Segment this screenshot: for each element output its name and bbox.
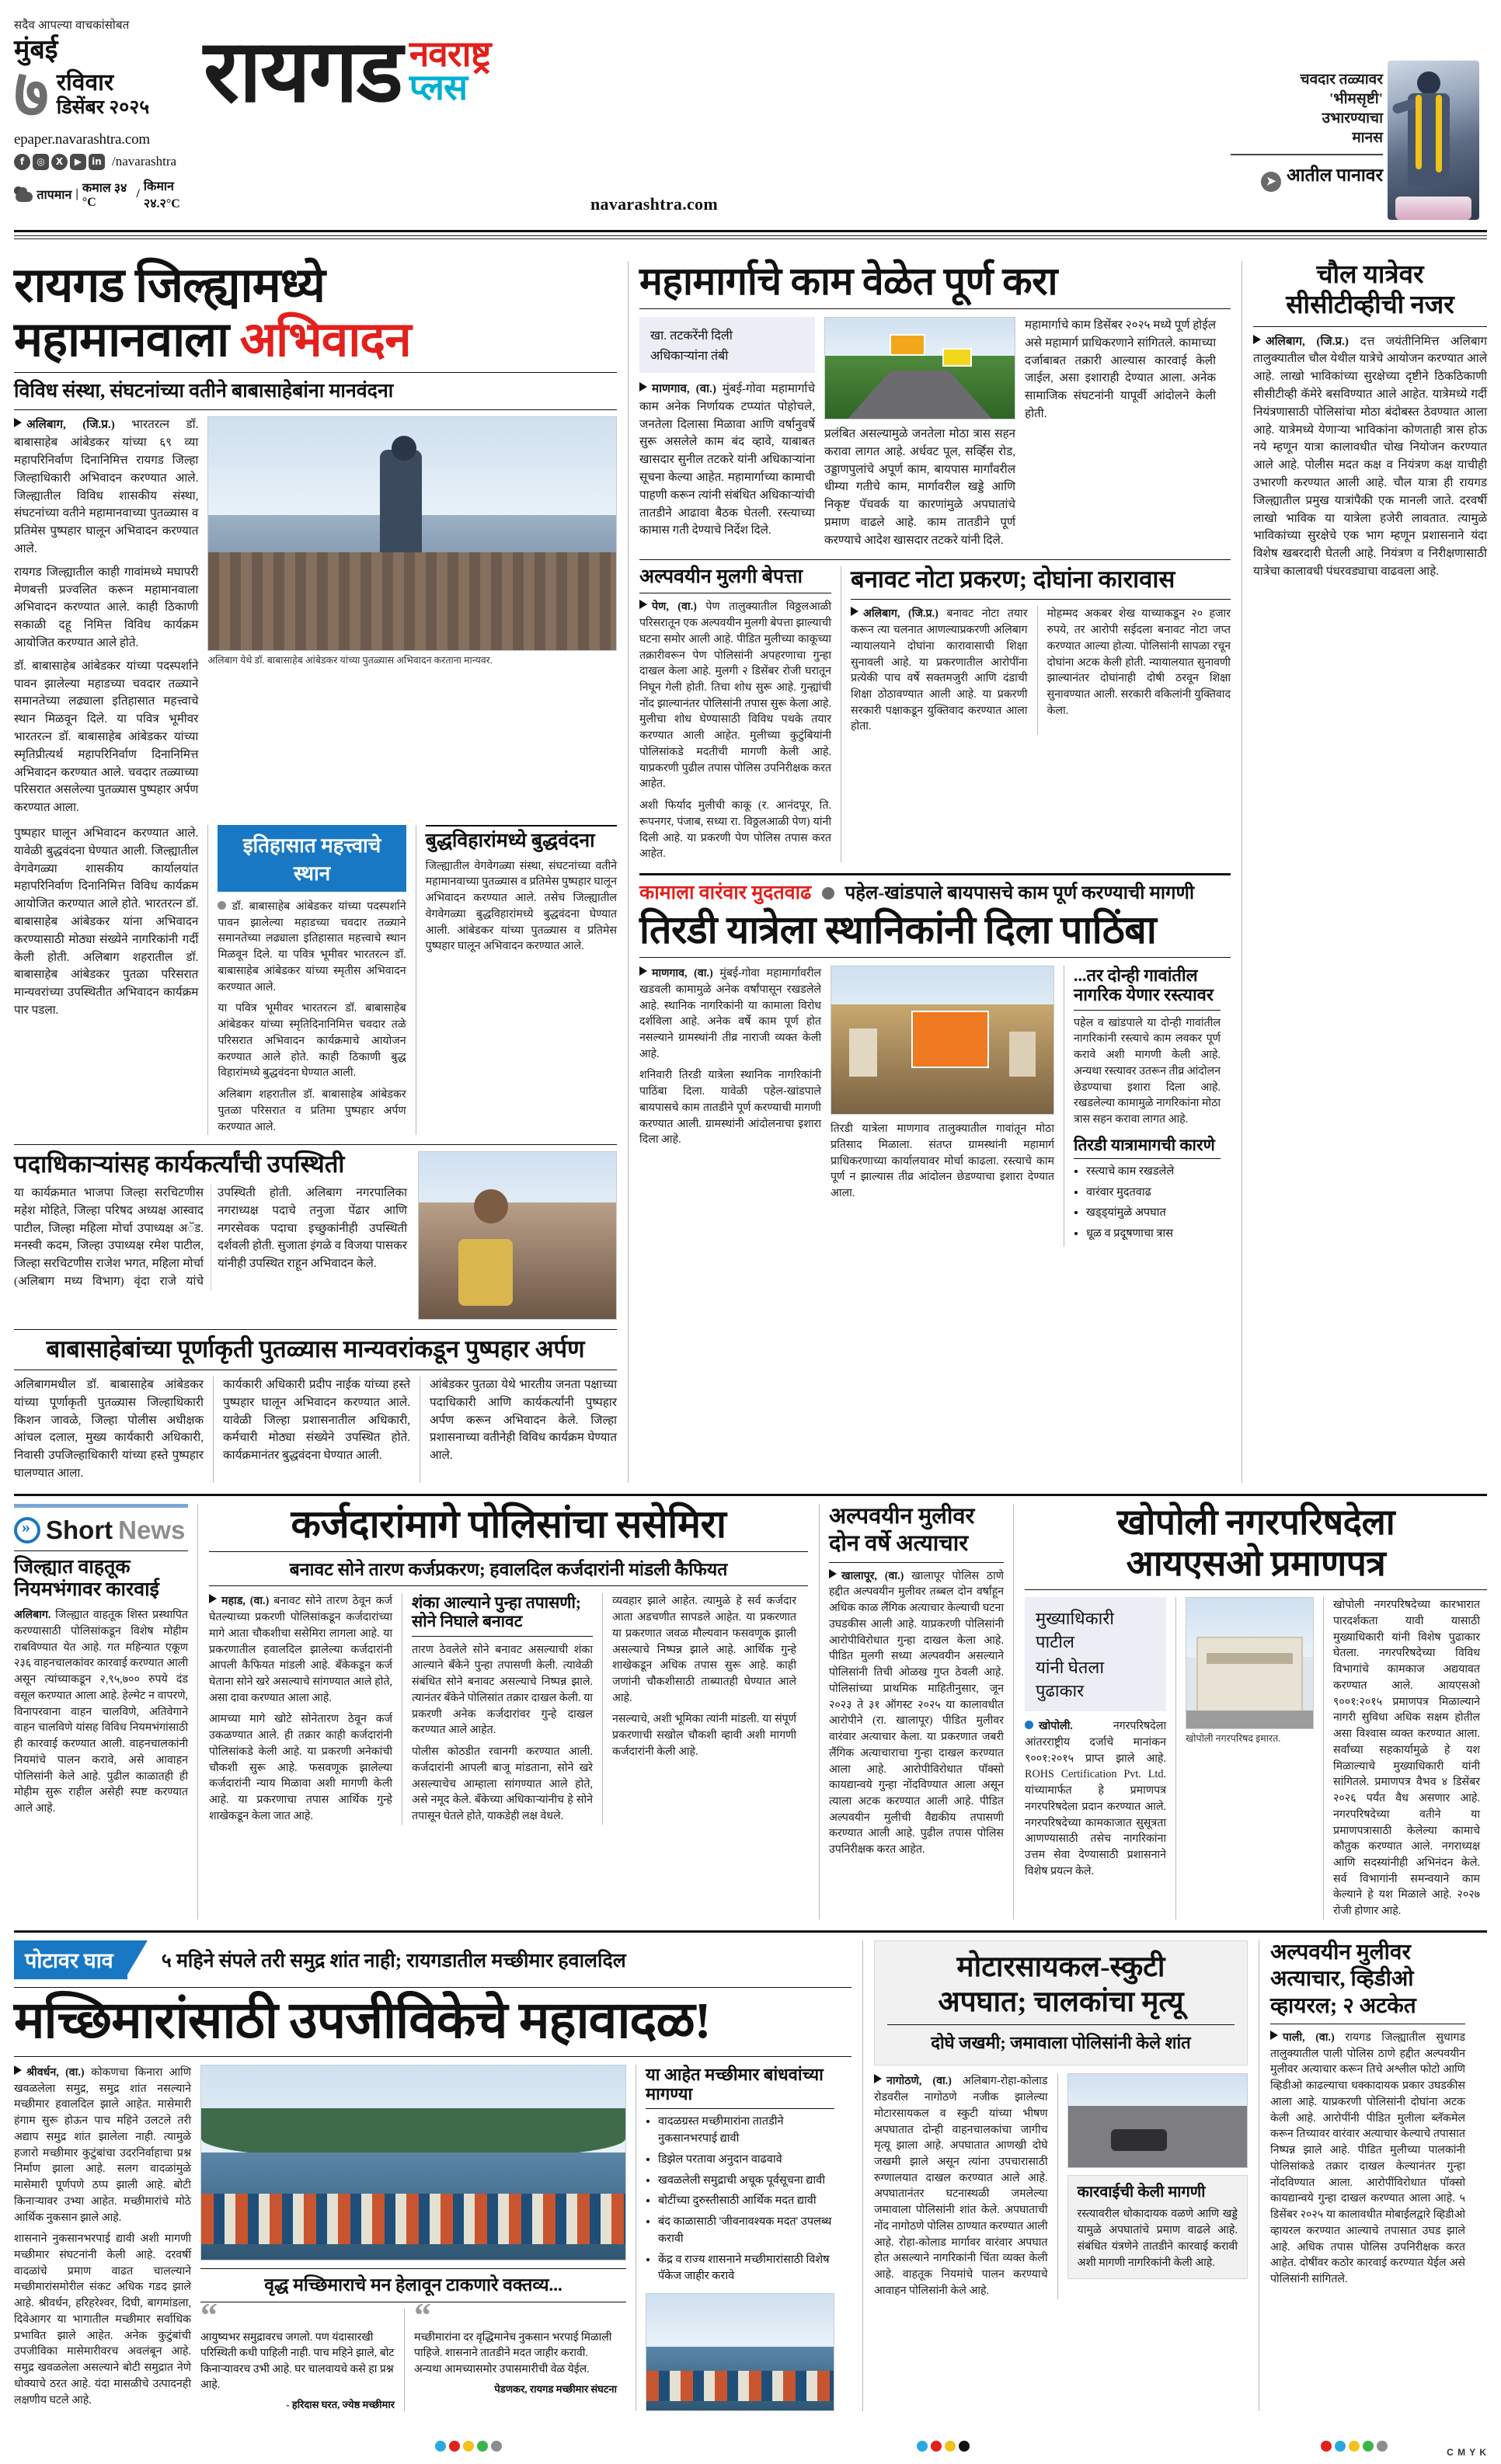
lead-rule-4 <box>14 1329 617 1330</box>
lead-text-col1 <box>14 416 207 817</box>
list-item: • वादळग्रस्त मच्छीमारांना तातडीने नुकसानभरपाई द्यावी <box>658 2114 834 2148</box>
weather-min: किमान २४.२°C <box>143 179 180 211</box>
weather-divider: | <box>75 186 78 200</box>
fisher-col-2: शासनाने नुकसानभरपाई द्यावी अशी मागणी मच्छीमार संघटनांनी केली आहे. दरवर्षी वादळांचे प्रमाण वाढत चालल्याने मच्छीमारांसमोरील संकट अधिक गडद झाले आहे. श्रीवर्धन, हरिहरेश्वर, दिघी, बागमांडला, दिवेआगर या भागातील मच्छीमार सर्वाधिक प्रभावित झाले आहेत. अनेक कुटुंबांची उपजीविका मासेमारीवरच अवलंबून आहे. समुद्र खवळलेला असल्याने बोटी समुद्रात नेणे धोक्याचे ठरत आहे. यंदा मासळीचे उत्पादनही लक्षणीय घटले आहे. <box>14 2233 191 2407</box>
missing-girl-body-value: पेण तालुक्यातील विठ्ठलआळी परिसरातून एक अल्पवयीन मुलगी बेपत्ता झाल्याची घटना समोर आली आहे. पीडित मुलीच्या काकूच्या तक्रारीवरून पेण पोलिसांनी अपहरणाचा गुन्हा दाखल केला आहे. मुलगी २ डिसेंबर रोजी घरातून निघून गेली होती. तिचा शोध सुरू आहे. गुन्ह्यांची नोंद झाल्यानंतर पोलिसांनी तपास सुरू केला आहे. मुलीचा शोध घेण्यासाठी विविध पथके तयार करण्यात आली आहेत. मुलीच्या कुटुंबियांनी पोलिसांकडे मदतीची मागणी केली आहे. याप्रकरणी पुढील तपास पोलिस उपनिरीक्षक करत आहेत. <box>639 600 832 791</box>
masthead-title: रायगड <box>204 24 402 120</box>
masthead-brand-plus: प्लस <box>409 68 468 108</box>
short-news-item-title-1: जिल्ह्यात वाहतूक <box>14 1556 131 1578</box>
accident-subheadline: दोघे जखमी; जमावाला पोलिसांनी केले शांत <box>931 2033 1191 2053</box>
tirdi-right-body: पहेल व खांडपाले या दोन्ही गावांतील नागरिकांनी रस्त्याचे काम लवकर पूर्ण करावे अशी मागणी केली आहे. अन्यथा रस्त्यावर उतरून तीव्र आंदोलन छेडण्याचा इशारा दिला आहे. रखडलेल्या कामामुळे नागरिकांना मोठा त्रास सहन करावा लागत आहे. <box>1074 1016 1221 1126</box>
weather-max: कमाल ३४ °C <box>82 181 127 209</box>
fisher-photo-col <box>200 2065 636 2411</box>
accident-body <box>874 2073 1248 2299</box>
lead-headline-red: अभिवादन <box>239 313 411 367</box>
triangle-bullet-icon <box>639 382 647 392</box>
lead-photo-2 <box>418 1151 617 1320</box>
highway-col-3-wrap <box>1025 317 1216 550</box>
youtube-icon[interactable]: ▶ <box>70 154 86 170</box>
dot-bullet-icon <box>218 901 226 910</box>
khopoli-headline-line1: खोपोली नगरपरिषदेला <box>1116 1502 1395 1542</box>
minor-headline-line1: अल्पवयीन मुलीवर <box>829 1503 975 1529</box>
lead-rule-2 <box>14 409 617 410</box>
triangle-bullet-icon <box>14 418 22 427</box>
weather-strip <box>14 177 200 211</box>
highway-photo <box>824 317 1015 419</box>
lead-sub2 <box>416 825 617 1135</box>
missing-girl-dateline: पेण, (वा.) <box>652 600 697 614</box>
loan-col-2: आमच्या मागे खोटे सोनेतारण ठेवून कर्ज उकळण्यात आले. ही तक्रार काही कर्जदारांनी पोलिसांकडे केली आहे. या प्रकरणी अनेकांची चौकशी सुरू आहे. फसवणूक झालेल्या कर्जदारांनी न्याय मिळावा अशी मागणी केली आहे. या प्रकरणाचा तपास आर्थिक गुन्हे शाखेकडून केला जात आहे. <box>209 1713 392 1822</box>
list-item: • वारंवार मुदतवाढ <box>1086 1185 1221 1202</box>
tirdi-kicker-red: कामाला वारंवार मुदतवाढ <box>639 882 812 904</box>
fisher-quote-title: वृद्ध मच्छिमाराचे मन हेलावून टाकणारे वक्तव्य... <box>264 2274 562 2295</box>
lead-lower-block <box>14 825 617 1135</box>
fake-note-headline: बनावट नोटा प्रकरण; दोघांना कारावास <box>851 565 1175 593</box>
cctv-dateline: अलिबाग, (जि.प्र.) <box>1266 334 1349 348</box>
x-twitter-icon[interactable]: X <box>51 154 68 170</box>
quote-mark-icon: “ <box>414 2296 431 2335</box>
lead-sub4-cols <box>14 1376 617 1483</box>
tirdi-col-3: तिरडी यात्रेला माणगाव तालुक्यातील गावांतून मोठा प्रतिसाद मिळाला. संतप्त ग्रामस्थांनी महामार्ग प्राधिकरणाच्या कार्यालयावर मोर्चा काढला. रस्त्याचे काम पूर्ण न झाल्यास तीव्र आंदोलन छेडण्याचा इशारा देण्यात आला. <box>831 1122 1054 1200</box>
tirdi-kicker-black: पहेल-खांडपाले बायपासचे काम पूर्ण करण्याची मागणी <box>845 883 1195 904</box>
section-divider-1 <box>14 1494 1487 1496</box>
lead-dateline: अलिबाग, (जि.प्र.) <box>26 418 115 432</box>
short-news-label-news: News <box>118 1515 186 1544</box>
lead-headline-line2 <box>14 315 617 367</box>
fake-note-col-1-value: बनावट नोटा तयार करून त्या चलनात आणल्याप्रकरणी अलिबाग न्यायालयाने दोघांना कारावासाची शिक्षा सुनावली आहे. या प्रकरणातील आरोपींना प्रत्येकी पाच वर्षे सक्तमजुरी आणि दंडाची शिक्षा ठोठावण्यात आली आहे. या प्रकरणी सरकारी पक्षाकडून युक्तिवाद करण्यात आला होता. <box>851 607 1028 733</box>
list-item: • खवळलेली समुद्राची अचूक पूर्वसूचना द्यावी <box>658 2173 834 2190</box>
facebook-icon[interactable]: f <box>14 154 30 170</box>
highway-col-2: प्रलंबित असल्यामुळे जनतेला मोठा त्रास सहन करावा लागत आहे. अर्धवट पूल, सर्व्हिस रोड, उड्डाणपुलांचे अपूर्ण काम, बायपास मार्गांवरील धीम्या गतीचे काम, मार्गावरील खड्डे आणि निकृष्ट पॅचवर्क या कारणांमुळे अपघातांचे प्रमाण वाढले आहे. काम तातडीने पूर्ण करण्याचे आदेश खासदार तटकरे यांनी दिले. <box>824 427 1015 547</box>
khopoli-box-line-2: यांनी घेतला पुढाकार <box>1036 1658 1105 1701</box>
lead-para-1 <box>14 416 198 558</box>
list-item: • केंद्र व राज्य शासनाने मच्छीमारांसाठी विशेष पॅकेज जाहीर करावे <box>658 2252 834 2286</box>
accident-story <box>862 1940 1259 2411</box>
khopoli-col-2: खोपोली नगरपरिषदेच्या कारभारात पारदर्शकता यावी यासाठी मुख्याधिकारी यांनी विशेष पुढाकार घेतला. नगरपरिषदेच्या विविध विभागांचे कामकाज अद्ययावत करण्यात आले. आयएसओ ९००१:२०१५ प्रमाणपत्र मिळाल्याने नागरी सुविधा अधिक सक्षम होतील असा विश्वास व्यक्त करण्यात आला. सर्वांच्या सहकार्यामुळे हे यश मिळाल्याचे मुख्याधिकारी यांनी सांगितले. प्रमाणपत्र वैभव ४ डिसेंबर २०२६ पर्यंत वैध असणार आहे. नगरपरिषदेच्या वतीने या प्रमाणपत्रासाठी केलेल्या कामाचे कौतुक करण्यात आले. नगराध्यक्ष आणि सदस्यांनीही अभिनंदन केले. सर्व विभागांनी समन्वयाने काम केल्याने हे यश मिळाले आहे. २०२७ रोजी होणार आहे. <box>1333 1599 1480 1918</box>
triangle-bullet-icon <box>209 1594 217 1603</box>
lead-sub2-title: बुद्धविहारांमध्ये बुद्धवंदना <box>425 830 595 851</box>
khopoli-photo <box>1186 1597 1314 1729</box>
viral-headline-line3: व्हायरल; २ अटकेत <box>1270 1993 1416 2018</box>
lead-photo-block <box>207 416 617 817</box>
accident-body-text <box>874 2073 1048 2299</box>
khopoli-photo-caption: खोपोली नगरपरिषद इमारत. <box>1186 1733 1281 1745</box>
date-weekday: रविवार <box>56 70 114 96</box>
row-top <box>14 261 1487 1483</box>
missing-girl-note: अशी फिर्याद मुलीची काकू (र. आनंदपूर, ति. रूपनगर, पंजाब, सध्या रा. विठ्ठलआळी पेण) यांनी दिली आहे. या प्रकरणी पेण पोलिस तपास करत आहेत. <box>639 799 831 861</box>
short-news-item-body-value: जिल्ह्यात वाहतूक शिस्त प्रस्थापित करण्यासाठी पोलिसांकडून विशेष मोहीम राबविण्यात येत आहे. गत महिन्यात एकूण २३६ वाहनचालकांवर कारवाई करण्यात आली असून त्यांच्याकडून २,९५,७०० रुपये दंड वसूल करण्यात आला आहे. हेल्मेट न वापरणे, विनापरवाना वाहन चालविणे, अतिवेगाने वाहन चालविणे यांसह विविध नियमभंगांसाठी ही कारवाई करण्यात आली. वाहनचालकांनी नियमांचे पालन करावे, असे आवाहन पोलिसांनी केले आहे. पुढील काळातही ही मोहीम सुरू राहील असेही स्पष्ट करण्यात आले आहे. <box>14 1609 188 1815</box>
lead-sidebar-title: इतिहासात महत्त्वाचे स्थान <box>218 825 406 892</box>
row-bottom <box>14 1940 1487 2411</box>
registration-dot-bar <box>0 2441 1501 2453</box>
lead-subheadline: विविध संस्था, संघटनांच्या वतीने बाबासाहेबांना मानवंदना <box>14 381 394 402</box>
lead-photo <box>207 416 617 651</box>
highway-col-1-value: मुंबई-गोवा महामार्गाचे काम अनेक निर्णायक टप्प्यांत पोहोचले, जनतेला दिलासा मिळावा आणि वर्षानुवर्षे सुरू असलेले काम बंद व्हावे, याबाबत खासदार सुनील तटकरे यांनी अधिकाऱ्यांना सूचना केल्या आहेत. महामार्गाच्या कामाची पाहणी करून त्यांनी संबंधित अधिकाऱ्यांची तातडीने आढावा बैठक घेतली. रस्त्याच्या कामास गती देण्याचे निर्देश दिले. <box>639 382 815 538</box>
short-news-logo <box>14 1516 188 1545</box>
highway-kicker-box <box>639 317 815 373</box>
lead-body-2: रायगड जिल्ह्यातील काही गावांमध्ये मघापरी मेणबत्ती प्रज्वलित करून महामानवाला अभिवादन करण्यात आले. काही ठिकाणी सकाळी दहू निमित्त विविध कार्यक्रम आयोजित करण्यात आले होते. <box>14 565 199 649</box>
khopoli-col-1-value: नगरपरिषदेला आंतरराष्ट्रीय दर्जाचे मानांकन ९००१:२०१५ प्राप्त झाले आहे. ROHS Certification Pvt. Ltd. यांच्यामार्फत हे प्रमाणपत्र नगरपरिषदेला प्रदान करण्यात आले. नगरपरिषदेच्या कामकाजात सुसूत्रता आणण्यासाठी तसेच नागरिकांना उत्तम सेवा देण्यासाठी प्रशासनाने विशेष प्रयत्न केले. <box>1025 1720 1166 1878</box>
fisher-col-1-value: कोकणचा किनारा आणि खवळलेला समुद्र, समुद्र शांत नसल्याने मच्छीमार हवालदिल झाले आहेत. मासेमारी हंगाम सुरू होऊन पाच महिने उलटले तरी अद्याप समुद्र शांत झालेला नाही. त्यामुळे हजारो मच्छीमार कुटुंबांचा उदरनिर्वाहाचा प्रश्न निर्माण झाला आहे. सलग वादळांमुळे मासेमारी पूर्णपणे ठप्प झाली आहे. बोटी किनाऱ्यावर उभ्या आहेत. मच्छीमारांचे मोठे आर्थिक नुकसान झाले आहे. <box>14 2066 191 2224</box>
minor-abuse-story <box>819 1504 1013 1919</box>
fisher-flag-label: पोटावर घाव <box>14 1940 127 1979</box>
masthead-logo[interactable] <box>204 24 903 120</box>
cctv-story <box>1242 261 1487 1483</box>
highway-photo-col <box>824 317 1025 550</box>
khopoli-col-1 <box>1025 1718 1166 1879</box>
promo-photo-statue <box>1388 61 1479 220</box>
cctv-body <box>1253 333 1487 581</box>
lead-photo2-block <box>418 1151 617 1320</box>
loan-subheadline: बनावट सोने तारण कर्जप्रकरण; हवालदिल कर्जदारांनी मांडली कैफियत <box>289 1559 728 1579</box>
lead-sidebar-text-2: या पवित्र भूमीवर भारतरत्न डॉ. बाबासाहेब आंबेडकर यांच्या स्मृतिदिनानिमित्त चवदार तळे परिसरात अभिवादन कार्यक्रमाचे आयोजन करण्यात आले होते. काही ठिकाणी बुद्ध विहारांमध्ये बुद्धवंदना घेण्यात आली. <box>218 1002 406 1080</box>
lead-headline-line1: रायगड जिल्ह्यामध्ये <box>14 259 325 312</box>
fisher-quote-1 <box>200 2296 404 2411</box>
triangle-bullet-icon <box>639 966 647 976</box>
registration-dots-left <box>435 2441 502 2452</box>
fisher-quotes <box>200 2296 626 2411</box>
fisher-quote-2-author: पेडणकर, रायगड मच्छीमार संघटना <box>494 2382 617 2395</box>
lead-rule-5 <box>14 1369 617 1370</box>
accident-photo <box>1067 2073 1248 2168</box>
fisher-headline: मच्छिमारांसाठी उपजीविकेचे महावादळ! <box>14 1992 711 2049</box>
cctv-headline-line1: चौल यात्रेवर <box>1316 261 1424 289</box>
lead-headline-black: महामानवाला <box>14 313 229 367</box>
promo-line-4: मानस <box>1352 130 1383 147</box>
registration-dots-mid <box>917 2441 970 2452</box>
highway-headline: महामार्गाचे काम वेळेत पूर्ण करा <box>639 259 1057 303</box>
triangle-bullet-icon <box>829 1569 837 1578</box>
highway-rule <box>639 308 1231 309</box>
khopoli-body <box>1025 1597 1487 1919</box>
loan-body <box>209 1593 808 1824</box>
list-item: • खड्ड्यांमुळे अपघात <box>1086 1205 1221 1222</box>
highway-top <box>639 317 1231 550</box>
fake-note-story <box>841 566 1231 863</box>
lead-sidebar-text-3: अलिबाग शहरातील डॉ. बाबासाहेब आंबेडकर पुतळा परिसरात व प्रतिमा पुष्पहार अर्पण करण्यात आले. <box>218 1088 406 1133</box>
lead-body-3: डॉ. बाबासाहेब आंबेडकर यांच्या पदस्पर्शाने पावन झालेल्या महाडच्या चवदार तळ्याने समानतेच्या लढ्याला इतिहासात महत्त्वाचे स्थान मिळवून दिले. या पवित्र भूमीवर भारतरत्न डॉ. बाबासाहेब आंबेडकर यांच्या स्मृतिप्रीत्यर्थ महापरिनिर्वाण दिनानिमित्त अभिवादन करण्यात आले. चवदार तळ्याच्या परिसरात असलेल्या पुतळ्यास पुष्पहार अर्पण करण्यात आला. <box>14 659 199 815</box>
triangle-bullet-icon <box>1270 2031 1278 2040</box>
tirdi-photo <box>831 966 1054 1115</box>
list-item: • रस्त्याचे काम रखडलेले <box>1086 1164 1221 1181</box>
promo-line-3: उभारण्याचा <box>1322 110 1383 127</box>
arrow-right-circle-icon <box>14 1517 40 1543</box>
lead-photo-caption: अलिबाग येथे डॉ. बाबासाहेब आंबेडकर यांच्या पुतळ्यास अभिवादन करताना मान्यवर. <box>207 655 493 666</box>
lead-body-4: पुष्पहार घालून अभिवादन करण्यात आले. यावेळी बुद्धवंदना घेण्यात आली. जिल्ह्यातील वेगवेगळ्या शासकीय कार्यालयांत महापरिनिर्वाण दिनानिमित्त विविध कार्यक्रम आयोजित करण्यात आले होते. भारतरत्न डॉ. बाबासाहेब आंबेडकर यांना अभिवादन करण्यासाठी मोठ्या संख्येने नागरिकांनी गर्दी केली होती. अलिबाग शहरातील डॉ. बाबासाहेब आंबेडकर पुतळा परिसरात मान्यवरांच्या उपस्थितीत अभिवादन कार्यक्रम पार पडला. <box>14 826 199 1017</box>
missing-girl-body <box>639 599 831 792</box>
minor-dateline: खालापूर, (वा.) <box>841 1569 904 1582</box>
tirdi-body <box>639 966 1231 1247</box>
viral-headline-line1: अल्पवयीन मुलीवर <box>1270 1940 1411 1965</box>
lead-sub3-title: पदाधिकाऱ्यांसह कार्यकर्त्यांची उपस्थिती <box>14 1150 345 1178</box>
cctv-headline-line2: सीसीटीव्हीची नजर <box>1286 291 1454 320</box>
triangle-bullet-icon <box>14 2066 22 2075</box>
tirdi-headline: तिरडी यात्रेला स्थानिकांनी दिला पाठिंबा <box>639 908 1157 952</box>
fisher-demands-box <box>636 2065 834 2411</box>
highway-lower <box>639 566 1231 863</box>
lead-sub4-col-1: अलिबागमधील डॉ. बाबासाहेब आंबेडकर यांच्या पूर्णाकृती पुतळ्यास जिल्हाधिकारी किशन जावळे, जिल्हा पोलीस अधीक्षक आंचल दलाल, मुख्य कार्यकारी अधिकारी, निवासी उपजिल्हाधिकारी यांच्या हस्ते पुष्पहार घालण्यात आला. <box>14 1377 204 1480</box>
tirdi-right-rail <box>1064 966 1221 1247</box>
lead-top-block <box>14 416 617 817</box>
loan-dateline: महाड, (वा.) <box>221 1595 270 1608</box>
highway-col-3: महामार्गाचे काम डिसेंबर २०२५ मध्ये पूर्ण होईल असे महामार्ग प्राधिकरणाने सांगितले. कामाच्या दर्जाबाबत तक्रारी आल्यास कारवाई केली जाईल, असा इशाराही देण्यात आला. अनेक सामाजिक संघटनांनी यापूर्वी आंदोलने केली होती. <box>1025 318 1216 420</box>
fisher-quote-2-text: मच्छीमारांना दर वृद्धिमानेच नुकसान भरपाई मिळाली पाहिजे. शासनाने तातडीने मदत जाहीर करावी. अन्यथा आमच्यासमोर उपासमारीची वेळ येईल. <box>414 2331 612 2375</box>
fisher-photo-2 <box>646 2293 834 2411</box>
fisher-quote-1-text: आयुष्यभर समुद्रावरच जगलो. पण यंदासारखी परिस्थिती कधी पाहिली नाही. पाच महिने झाले, बोट किनाऱ्यावरच उभी आहे. घर चालवायचे कसे हा प्रश्न आहे. <box>200 2331 395 2391</box>
fisher-photo <box>200 2065 626 2260</box>
loan-col-4: पोलीस कोठडीत रवानगी करण्यात आली. कर्जदारांनी आपली बाजू मांडताना, सोने खरे असल्याचेच आम्हाला सांगण्यात आले होते, असे नमूद केले. बँकेच्या अधिकाऱ्यांनीच हे सोने तपासून घेतले होते, याकडेही लक्ष वेधले. <box>412 1745 593 1822</box>
loan-col-1 <box>209 1593 392 1706</box>
tagline: सदैव आपल्या वाचकांसोबत <box>14 19 130 32</box>
viral-headline-line2: अत्याचार, व्हिडीओ <box>1270 1967 1414 1992</box>
fake-note-col-1 <box>851 606 1028 735</box>
loan-col-3: तारण ठेवलेले सोने बनावट असल्याची शंका आल्याने बँकेने पुन्हा तपासणी केली. त्यावेळी संबंधित सोने बनावट असल्याचे निष्पन्न झाले. त्यानंतर बँकेने पोलिसांत तक्रार दाखल केली. या प्रकरणी अनेक कर्जदारांवर गुन्हे दाखल करण्यात आले आहेत. <box>412 1643 593 1737</box>
accident-headline-box <box>874 1940 1248 2066</box>
list-item: • धूळ व प्रदूषणाचा त्रास <box>1086 1226 1221 1243</box>
tirdi-reason-list <box>1074 1164 1221 1243</box>
khopoli-story <box>1013 1504 1487 1919</box>
weather-separator: / <box>136 186 140 200</box>
promo-inside-page-link[interactable] <box>1228 162 1383 192</box>
lead-sidebar-text-1 <box>218 899 406 995</box>
lead-text-col2 <box>14 825 207 1135</box>
accident-box-title: कारवाईची केली मागणी <box>1077 2184 1206 2201</box>
lead-sub3 <box>14 1151 418 1320</box>
cctv-body-value: दत्त जयंतीनिमित्त अलिबाग तालुक्यातील चौल येथील यात्रेचे आयोजन करण्यात आले आहे. लाखो भाविकांच्या सुरक्षेच्या दृष्टीने ठिकठिकाणी सीसीटीव्ही कॅमेरे बसविण्यात आले आहेत. यात्रेमध्ये गर्दी नियंत्रणासाठी पोलिसांचा मोठा बंदोबस्त ठेवण्यात आला आहे. यात्रेमध्ये येणाऱ्या भाविकांना कोणताही त्रास होऊ नये म्हणून यात्रा कालावधीत चोख नियोजन करण्यात आले आहे. पोलीस मदत कक्ष व नियंत्रण कक्ष याचीही उभारणी करण्यात आली आहे. चौल यात्रा ही रायगड जिल्ह्यातील प्रमुख यात्रांपैकी एक मानली जाते. दरवर्षी लाखो भाविक या यात्रेला हजेरी लावतात. त्यामुळे भाविकांच्या सुरक्षेचे एक भाग म्हणून प्रशासनाने यंदा विशेष खबरदारी घेतली आहे. नियंत्रण व निरीक्षणासाठी यात्रेचा कालावधी पंधरवड्याचा वाढवला आहे. <box>1253 334 1487 578</box>
short-news-label-short: Short <box>46 1515 113 1544</box>
fake-note-col-2: मोहम्मद अकबर शेख याच्याकडून २० हजार रुपये, तर आरोपी सईदला बनावट नोटा जप्त करण्यात आल्या होत्या. पोलिसांनी सापळा रचून दोघांना अटक केली होती. न्यायालयात सुनावणी झाल्यानंतर दोघांनाही दोषी ठरवून शिक्षा सुनावण्यात आली. सरकारी वकिलांनी युक्तिवाद केला. <box>1047 607 1231 717</box>
nameplate-rules <box>14 230 1487 242</box>
viral-dateline: पाली, (वा.) <box>1283 2031 1335 2045</box>
loan-col-6: नसल्याचे, अशी भूमिका त्यांनी मांडली. या संपूर्ण प्रकरणाची सखोल चौकशी व्हावी अशी मागणी कर्जदारांनी केली आहे. <box>612 1713 796 1758</box>
tirdi-col-2: शनिवारी तिरडी यात्रेला स्थानिक नागरिकांनी पाठिंबा दिला. यावेळी पहेल-खांडपाले बायपासचे काम तातडीने पूर्ण करण्याची मागणी करण्यात आली. ग्रामस्थांनी आंदोलनाचा इशारा दिला आहे. <box>639 1069 821 1147</box>
section-divider-2 <box>14 1930 1487 1933</box>
khopoli-headline-line2: आयएसओ प्रमाणपत्र <box>1126 1543 1386 1583</box>
highway-col-1 <box>639 381 815 540</box>
tirdi-kicker <box>639 882 1231 905</box>
row-middle <box>14 1504 1487 1919</box>
viral-body-value: रायगड जिल्ह्यातील सुधागड तालुक्यातील पाली पोलिस ठाणे हद्दीत अल्पवयीन मुलीवर अत्याचार करून तिचे अश्लील फोटो आणि व्हिडीओ काढल्याचा धक्कादायक प्रकार उघडकीस आला आहे. याप्रकरणी पोलिसांनी दोघांना अटक केली आहे. आरोपींनी पीडित मुलीला ब्लॅकमेल करून तिच्यावर वारंवार अत्याचार केल्याचे तपासात निष्पन्न झाले आहे. पीडित मुलीच्या पालकांनी पोलिसांकडे तक्रार दाखल केल्यानंतर गुन्हा नोंदविण्यात आला. आरोपींविरोधात पॉक्सो कायद्यान्वये गुन्हा दाखल करण्यात आला आहे. ५ डिसेंबर २०२५ या कालावधीत मोबाईलद्वारे व्हिडीओ व्हायरल करण्यात आल्याचे तपासात उघड झाले आहे. अधिक तपास पोलिस उपनिरीक्षक करत आहेत. दोषींवर कठोर कारवाई करण्यात येईल असे पोलिसांनी सांगितले. <box>1270 2031 1465 2286</box>
lead-sub4-col-2: कार्यकारी अधिकारी प्रदीप नाईक यांच्या हस्ते पुष्पहार घालून अभिवादन करण्यात आले. यावेळी जिल्हा प्रशासनातील अधिकारी, कर्मचारी मोठ्या संख्येने उपस्थित होते. कार्यक्रमानंतर बुद्धवंदना घेण्यात आली. <box>223 1377 410 1463</box>
khopoli-box-line-1: मुख्याधिकारी पाटील <box>1036 1609 1115 1652</box>
fisher-col-1 <box>14 2065 191 2226</box>
fisher-quote-2 <box>404 2296 617 2411</box>
tirdi-story <box>639 882 1231 1247</box>
epaper-url[interactable]: epaper.navarashtra.com <box>14 131 150 148</box>
tirdi-col-1-value: मुंबई-गोवा महामार्गावरील खडवली कामामुळे अनेक वर्षांपासून रखडलेले आहे. स्थानिक नागरिकांनी या कामाला विरोध दर्शविला आहे. अनेक वर्षे काम पूर्ण होत नसल्याने ग्रामस्थांनी तीव्र नाराजी व्यक्त केली आहे. <box>639 967 821 1060</box>
lead-body-1: भारतरत्न डॉ. बाबासाहेब आंबेडकर यांच्या ६९ व्या महापरिनिर्वाण दिनानिमित्त रायगड जिल्हा जिल्हाधिकारी अभिवादन करण्यात आले. जिल्ह्यातील विविध शासकीय संस्था, संघटनांच्या वतीने महामानवाच्या पुतळ्यास व प्रतिमेस पुष्पहार घालून अभिवादन करण्यात आले. <box>14 418 199 556</box>
missing-girl-headline: अल्पवयीन मुलगी बेपत्ता <box>639 566 803 587</box>
arrow-circle-icon: ➤ <box>1261 172 1281 192</box>
highway-kicker-box-col <box>639 317 824 550</box>
fisher-body <box>14 2065 851 2411</box>
fisher-quote-1-author: - हरिदास घरत, ज्येष्ठ मच्छीमार <box>286 2399 395 2411</box>
minor-body <box>829 1568 1004 1858</box>
cmyk-marker: C M Y K <box>1447 2447 1487 2458</box>
highway-dateline: माणगाव, (वा.) <box>652 382 716 395</box>
accident-headline-line2: अपघात; चालकांचा मृत्यू <box>938 1985 1184 2018</box>
missing-girl-story <box>639 566 841 863</box>
accident-box-body: रस्त्यावरील धोकादायक वळणे आणि खड्डे यामुळे अपघातांचे प्रमाण वाढले आहे. संबंधित यंत्रणेने तातडीने कारवाई करावी अशी मागणी नागरिकांनी केली आहे. <box>1077 2208 1238 2269</box>
masthead-brand-navarashtra: नवराष्ट्र <box>409 33 491 74</box>
loan-headline: कर्जदारांमागे पोलिसांचा ससेमिरा <box>291 1502 726 1546</box>
loan-sub-headline: शंका आल्याने पुन्हा तपासणी; सोने निघाले बनावट <box>412 1593 581 1631</box>
loan-story <box>197 1504 819 1919</box>
fisher-flag-row <box>14 1940 851 1979</box>
promo-link-label: आतील पानावर <box>1287 165 1383 185</box>
lead-rule <box>14 372 617 373</box>
lead-sub3-text: या कार्यक्रमात भाजपा जिल्हा सरचिटणीस महेश मोहिते, जिल्हा परिषद अध्यक्ष आस्वाद पाटील, जिल्हा महिला मोर्चा उपाध्यक्ष अॅड. मनस्वी कदम, जिल्हा उपाध्यक्ष रमेश पाटील, जिल्हा सरचिटणीस राजेश भगत, महिला मोर्चा (अलिबाग मध्य विभाग) वृंदा राजे यांचे उपस्थिती होती. अलिबाग नगरपालिका नगराध्यक्ष पदाचे तनुजा पेंढार आणि नगरसेवक पदाचा इच्छुकांनीही उपस्थिती दर्शवली होती. सुजाता इंगळे व विजया पासकर यांनीही उपस्थित राहून अभिवादन केले. <box>14 1185 407 1288</box>
fisher-dateline: श्रीवर्धन, (वा.) <box>26 2066 85 2079</box>
promo-line-1: चवदार तळ्यावर <box>1300 71 1383 88</box>
fisher-demands-title: या आहेत मच्छीमार बांधवांच्या मागण्या <box>646 2064 824 2104</box>
dot-separator-icon <box>822 887 834 900</box>
fake-note-dateline: अलिबाग, (जि.प्र.) <box>863 607 939 621</box>
lead-sub4-title: बाबासाहेबांच्या पूर्णाकृती पुतळ्यास मान्यवरांकडून पुष्पहार अर्पण <box>46 1335 585 1363</box>
triangle-bullet-icon <box>639 600 647 609</box>
nameplate-left-info <box>14 17 200 211</box>
minor-body-value: खालापूर पोलिस ठाणे हद्दीत अल्पवयीन मुलीवर तब्बल दोन वर्षांहून अधिक काळ लैंगिक अत्याचार केल्याची घटना उघडकीस आली आहे. याप्रकरणी पोलिसांनी आरोपीविरोधात गुन्हा दाखल केला आहे. पीडित मुलगी सध्या अल्पवयीन असल्याने पोलिसांनी तिची ओळख गुप्त ठेवली आहे. पोलिसांच्या प्राथमिक माहितीनुसार, जून २०२३ ते ३१ ऑगस्ट २०२५ या कालावधीत आरोपीने (रा. खालापूर) पीडित मुलीवर वारंवार अत्याचार केला. या प्रकरणात जबरी लैंगिक अत्याचाराचा गुन्हा दाखल करण्यात आला आहे. आरोपीविरोधात पॉक्सो कायद्यान्वये गुन्हा नोंदविण्यात आला असून त्याला अटक करण्यात आली आहे. पीडित अल्पवयीन मुलीची वैद्यकीय तपासणी करण्यात आली आहे. पुढील तपास पोलिस उपनिरीक्षक करत आहेत. <box>829 1569 1005 1857</box>
highway-box-line-2: अधिकाऱ्यांना तंबी <box>650 350 729 363</box>
short-news-item-title-2: नियमभंगावर कारवाई <box>14 1578 159 1600</box>
loan-col-1-value: बनावट सोने तारण ठेवून कर्ज घेतल्याच्या प्रकरणी पोलिसांकडून कर्जदारांच्या मागे आता चौकशीचा ससेमिरा लागला आहे. या प्रकरणातील हवालदिल झालेल्या कर्जदारांनी आपली कैफियत मांडली आहे. बँकेकडून कर्ज घेताना सोने खरे असल्याचे सांगण्यात आले होते, असा दावा करण्यात आला आहे. <box>209 1595 392 1704</box>
short-news-item-body <box>14 1607 188 1817</box>
nameplate <box>0 0 1501 256</box>
khopoli-dateline: खोपोली. <box>1039 1720 1073 1733</box>
fisher-demands-list <box>646 2114 834 2285</box>
lead-sidebar-text-1-value: डॉ. बाबासाहेब आंबेडकर यांच्या पदस्पर्शाने पावन झालेल्या महाडच्या चवदार तळ्याने समानतेच्या लढ्याला इतिहासात महत्त्वाचे स्थान मिळवून दिले. या पवित्र भूमीवर भारतरत्न डॉ. बाबासाहेब आंबेडकर यांच्या स्मृतीस अभिवादन करण्यात आले. <box>218 900 406 994</box>
lead-sub2-text: जिल्ह्यातील वेगवेगळ्या संस्था, संघटनांच्या वतीने महामानवाच्या पुतळ्यास व प्रतिमेस पुष्पहार घालून अभिवादन करण्यात आले. तसेच जिल्ह्यातील वेगवेगळ्या बुद्धविहारांमध्ये बुद्धवंदना घेण्यात आली. आंबेडकर यांच्या पुतळ्यास व प्रतिमेस पुष्पहार घालून अभिवादन करण्यात आले. <box>425 859 617 953</box>
promo-text <box>1228 70 1383 148</box>
promo-teaser[interactable] <box>1203 31 1482 225</box>
weather-label: तापमान <box>37 188 72 202</box>
promo-line-2: 'भीमसृष्टी' <box>1329 91 1383 108</box>
tirdi-right-headline: ...तर दोन्ही गावांतील नागरिक येणार रस्त्यावर <box>1074 966 1214 1005</box>
date-month-year: डिसेंबर २०२५ <box>56 97 150 118</box>
list-item: • बोटींच्या दुरुस्तीसाठी आर्थिक मदत द्यावी <box>658 2193 834 2210</box>
short-news-column <box>14 1504 197 1919</box>
highway-box-line-1: खा. तटकरेंनी दिली <box>650 329 733 343</box>
social-handle[interactable]: /navarashtra <box>112 154 177 169</box>
viral-body <box>1270 2030 1465 2288</box>
short-news-dateline: अलिबाग. <box>14 1609 51 1622</box>
lead-sidebar <box>207 825 415 1135</box>
accident-dateline: नागोठणे, (वा.) <box>886 2075 952 2088</box>
triangle-bullet-icon <box>874 2074 882 2083</box>
lead-rule-3 <box>14 1144 617 1145</box>
promo-divider <box>1231 154 1383 155</box>
viral-story <box>1259 1940 1465 2411</box>
instagram-icon[interactable]: ◎ <box>33 154 49 170</box>
tirdi-right-headline-2: तिरडी यात्रामागची कारणे <box>1074 1135 1215 1154</box>
accident-headline-line1: मोटारसायकल-स्कुटी <box>956 1951 1165 1983</box>
triangle-bullet-icon <box>851 607 858 616</box>
fisher-story <box>14 1940 862 2411</box>
social-links[interactable] <box>14 154 200 170</box>
date-block <box>14 57 200 131</box>
fisher-kicker: ५ महिने संपले तरी समुद्र शांत नाही; रायगडातील मच्छीमार हवालदिल <box>161 1950 626 1972</box>
accident-demand-box <box>1067 2175 1248 2279</box>
sun-cloud-icon <box>14 186 33 203</box>
lead-sub3-block <box>14 1151 617 1320</box>
date-day-number: ७ <box>14 57 49 131</box>
page-content <box>14 261 1487 2411</box>
triangle-bullet-icon <box>1253 335 1261 344</box>
quote-mark-icon: “ <box>200 2296 218 2335</box>
list-item: • डिझेल परतावा अनुदान वाढवावे <box>658 2152 834 2169</box>
dot-bullet-icon <box>1025 1721 1033 1729</box>
list-item: • बंद काळासाठी 'जीवनावश्यक मदत' उपलब्ध करावी <box>658 2214 834 2248</box>
edition-city: मुंबई <box>14 36 58 64</box>
lead-story <box>14 261 628 1483</box>
lead-sub4-col-3: आंबेडकर पुतळा येथे भारतीय जनता पक्षाच्या पदाधिकारी आणि कार्यकर्त्यांनी पुष्पहार अर्पण करून अभिवादन केले. जिल्हा प्रशासनाच्या वतीनेही विविध कार्यक्रम घेण्यात आले. <box>430 1377 617 1463</box>
tirdi-dateline: माणगाव, (वा.) <box>652 967 713 980</box>
registration-dots-right <box>1321 2441 1388 2452</box>
highway-story <box>628 261 1242 1483</box>
website-url[interactable]: navarashtra.com <box>590 194 718 214</box>
khopoli-kicker-box <box>1025 1597 1166 1711</box>
loan-col-5: व्यवहार झाले आहेत. त्यामुळे हे सर्व कर्जदार आता अडचणीत सापडले आहेत. या प्रकरणात या प्रकरणात जवळ मौल्यवान फसवणूक झाली असल्याचे निष्पन्न झाले आहे. आर्थिक गुन्हे शाखेकडून अधिक तपास सुरू आहे. काही जणांनी चौकशीसाठी ताब्यातही घेण्यात आले आहे. <box>612 1595 796 1704</box>
tirdi-col-1 <box>639 966 821 1062</box>
accident-body-value: अलिबाग-रोहा-कोलाड रोडवरील नागोठणे नजीक झालेल्या मोटारसायकल व स्कुटी यांच्या भीषण अपघातात दोन्ही वाहनचालकांचा जागीच मृत्यू झाला आहे. अपघातात आणखी दोघे जखमी झाले असून त्यांना उपचारासाठी रुग्णालयात दाखल करण्यात आले आहे. अपघातानंतर घटनास्थळी जमलेल्या जमावाला पोलिसांनी शांत केले. अपघाताची नोंद नागोठणे पोलिस ठाण्यात करण्यात आली आहे. रोहा-कोलाड मार्गावर वारंवार अपघात होत असल्याने नागरिकांनी चिंता व्यक्त केली आहे. वाहतूक नियमांचे पालन करण्याचे आवाहन पोलिसांनी केले आहे. <box>874 2075 1048 2297</box>
minor-headline-line2: दोन वर्षे अत्याचार <box>829 1531 969 1557</box>
linkedin-icon[interactable]: in <box>89 154 105 170</box>
